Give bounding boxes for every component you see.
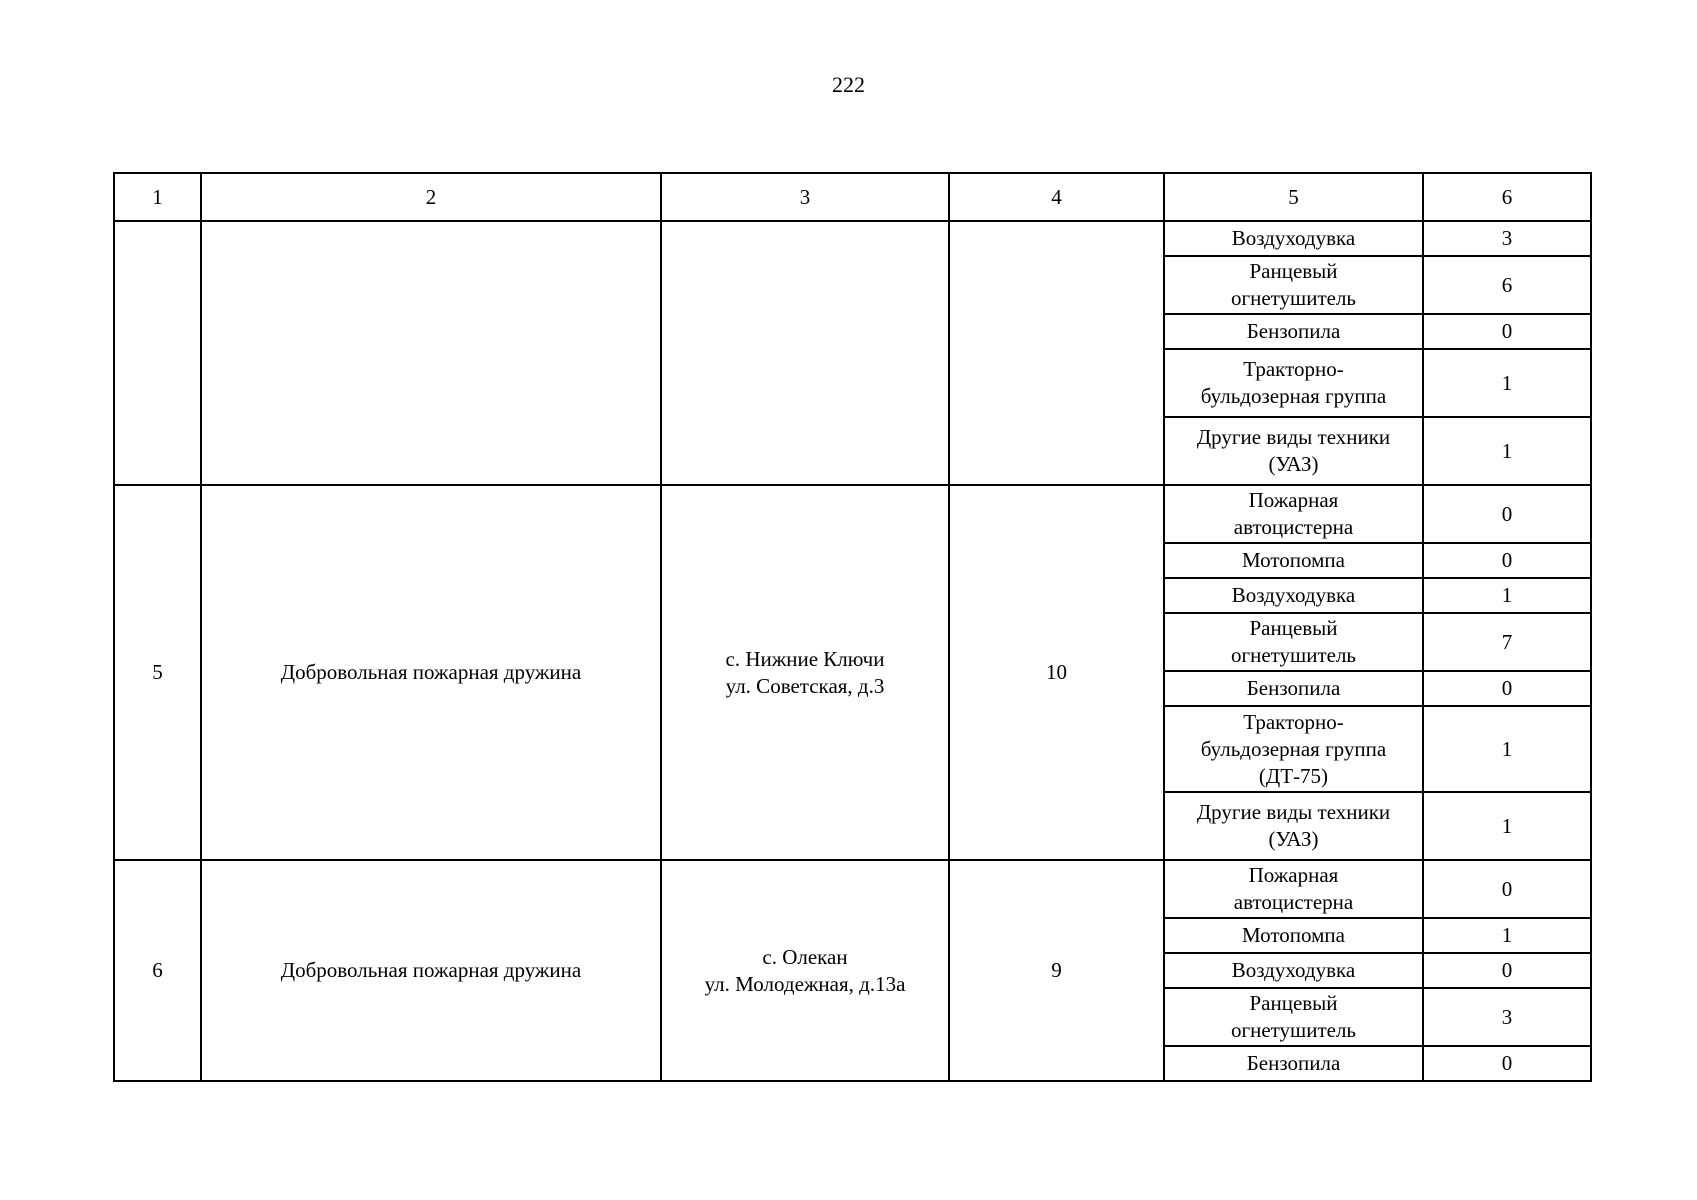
- page-number: 222: [832, 72, 865, 97]
- header-cell: 2: [201, 173, 661, 221]
- group-number: 5: [114, 485, 201, 860]
- equipment-name-line: Пожарная: [1248, 863, 1339, 887]
- equipment-count: 0: [1423, 671, 1591, 706]
- equipment-name: [1164, 918, 1423, 953]
- continuation-people-cell: [949, 221, 1164, 485]
- equipment-name: [1164, 706, 1423, 792]
- equipment-count: 3: [1423, 221, 1591, 256]
- equipment-name-line: Пожарная: [1248, 488, 1339, 512]
- header-cell: 4: [949, 173, 1164, 221]
- group-address: [661, 860, 949, 1081]
- equipment-name-line: Воздуходувка: [1231, 958, 1356, 982]
- equipment-count: 1: [1423, 918, 1591, 953]
- header-cell: 6: [1423, 173, 1591, 221]
- equipment-name-line: Тракторно-: [1243, 709, 1344, 734]
- equipment-count: 1: [1423, 417, 1591, 485]
- equipment-name: [1164, 613, 1423, 671]
- header-cell: 3: [661, 173, 949, 221]
- address-line: ул. Молодежная, д.13а: [704, 971, 906, 996]
- group-people: 10: [949, 485, 1164, 860]
- equipment-name-line: бульдозерная группа: [1200, 384, 1387, 408]
- table-row: [114, 485, 1591, 543]
- equipment-name-line: огнетушитель: [1230, 286, 1357, 310]
- equipment-name: [1164, 1046, 1423, 1081]
- equipment-name: [1164, 543, 1423, 578]
- group-name: Добровольная пожарная дружина: [201, 860, 661, 1081]
- equipment-name-line: Воздуходувка: [1231, 226, 1356, 250]
- equipment-name: [1164, 671, 1423, 706]
- equipment-name: [1164, 485, 1423, 543]
- equipment-name-line: Бензопила: [1246, 319, 1341, 343]
- equipment-name-line: Ранцевый: [1249, 616, 1338, 640]
- equipment-name: [1164, 314, 1423, 349]
- continuation-address-cell: [661, 221, 949, 485]
- equipment-name-line: Другие виды техники: [1196, 800, 1391, 824]
- equipment-name: [1164, 578, 1423, 613]
- equipment-count: 0: [1423, 314, 1591, 349]
- equipment-count: 7: [1423, 613, 1591, 671]
- equipment-count: 0: [1423, 1046, 1591, 1081]
- equipment-count: 3: [1423, 988, 1591, 1046]
- equipment-name-line: (ДТ-75): [1258, 763, 1329, 788]
- equipment-count: 0: [1423, 543, 1591, 578]
- equipment-name: [1164, 953, 1423, 988]
- equipment-name-line: Мотопомпа: [1242, 548, 1345, 572]
- equipment-name-line: огнетушитель: [1230, 643, 1357, 667]
- group-people: 9: [949, 860, 1164, 1081]
- table-row: [114, 860, 1591, 918]
- table-row: [114, 221, 1591, 256]
- address-line: ул. Советская, д.3: [725, 673, 885, 698]
- equipment-name-line: (УАЗ): [1268, 827, 1319, 851]
- table-body: [114, 173, 1591, 1081]
- continuation-num-cell: [114, 221, 201, 485]
- group-address: [661, 485, 949, 860]
- equipment-name: [1164, 860, 1423, 918]
- equipment-name-line: огнетушитель: [1230, 1018, 1357, 1042]
- equipment-name: [1164, 256, 1423, 314]
- equipment-name: [1164, 988, 1423, 1046]
- group-name: Добровольная пожарная дружина: [201, 485, 661, 860]
- equipment-count: 0: [1423, 953, 1591, 988]
- equipment-count: 1: [1423, 792, 1591, 860]
- header-cell: 1: [114, 173, 201, 221]
- equipment-name-line: Ранцевый: [1249, 259, 1338, 283]
- group-number: 6: [114, 860, 201, 1081]
- equipment-name: [1164, 221, 1423, 256]
- equipment-count: 1: [1423, 706, 1591, 792]
- header-cell: 5: [1164, 173, 1423, 221]
- equipment-count: 0: [1423, 860, 1591, 918]
- equipment-name-line: Бензопила: [1246, 676, 1341, 700]
- equipment-name-line: Ранцевый: [1249, 991, 1338, 1015]
- equipment-name-line: (УАЗ): [1268, 452, 1319, 476]
- equipment-name-line: Другие виды техники: [1196, 425, 1391, 449]
- address-line: с. Олекан: [762, 944, 848, 969]
- equipment-name-line: бульдозерная группа: [1200, 736, 1387, 761]
- equipment-count: 0: [1423, 485, 1591, 543]
- equipment-table: [113, 172, 1592, 1082]
- equipment-count: 6: [1423, 256, 1591, 314]
- continuation-name-cell: [201, 221, 661, 485]
- equipment-name-line: автоцистерна: [1233, 890, 1354, 914]
- equipment-name-line: Тракторно-: [1243, 357, 1344, 381]
- header-row: [114, 173, 1591, 221]
- equipment-count: 1: [1423, 578, 1591, 613]
- equipment-name-line: автоцистерна: [1233, 515, 1354, 539]
- equipment-name: [1164, 417, 1423, 485]
- address-line: с. Нижние Ключи: [725, 646, 885, 671]
- equipment-name-line: Мотопомпа: [1242, 923, 1345, 947]
- equipment-name-line: Бензопила: [1246, 1051, 1341, 1075]
- equipment-name: [1164, 349, 1423, 417]
- equipment-name: [1164, 792, 1423, 860]
- equipment-count: 1: [1423, 349, 1591, 417]
- equipment-name-line: Воздуходувка: [1231, 583, 1356, 607]
